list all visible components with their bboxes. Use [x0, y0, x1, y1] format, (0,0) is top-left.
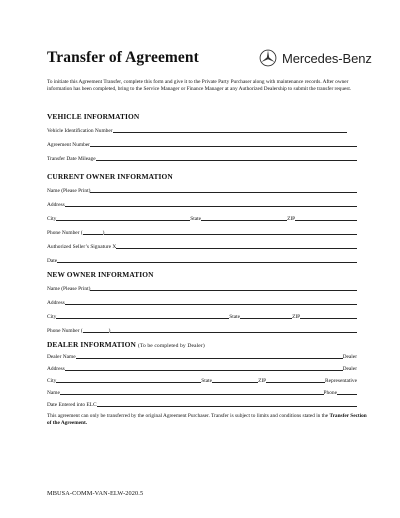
current-owner-state-field[interactable] [201, 216, 287, 221]
agreement-number-label: Agreement Number [47, 142, 90, 148]
mileage-row [47, 154, 357, 162]
intro-paragraph: To initiate this Agreement Transfer, complete this form and give it to the Private Party Purchaser along with maintenance records. After owner information has been completed, bring to the Service Manager or Finance Manager at any Authorized Dealership to submit the transfer request. [47, 79, 352, 92]
closing-text: This agreement can only be transferred by the original Agreement Purchaser. Transfer is subject to limits and conditions stated in the [47, 413, 330, 419]
date-elc-label: Date Entered into ELC [47, 402, 97, 408]
current-owner-address-field[interactable] [65, 202, 357, 207]
current-owner-city-label: City [47, 216, 57, 222]
page-title: Transfer of Agreement [47, 49, 199, 66]
current-owner-state-label: State [190, 216, 202, 222]
current-owner-zip-label: ZIP [287, 216, 296, 222]
new-owner-city-label: City [47, 314, 57, 320]
dealer-rep-name-label: Name [47, 390, 60, 396]
vin-field[interactable] [113, 128, 347, 133]
new-owner-name-row [47, 284, 357, 292]
dealer-zip-field[interactable] [266, 378, 325, 383]
current-owner-phone-field[interactable] [104, 230, 357, 235]
new-owner-area-code-field[interactable] [83, 328, 109, 333]
dealer-name-field[interactable] [76, 354, 343, 359]
dealer-phone-label: Phone [323, 390, 337, 396]
new-owner-state-label: State [229, 314, 241, 320]
new-owner-city-row [47, 312, 357, 320]
new-owner-name-field[interactable] [90, 286, 357, 291]
dealer-city-label: City [47, 378, 57, 384]
mercedes-star-logo-icon [259, 49, 277, 67]
closing-bold-text: Transfer Section of the Agreement. [47, 413, 367, 426]
current-owner-date-label: Date [47, 258, 58, 264]
current-owner-city-row [47, 214, 357, 222]
current-owner-address-row [47, 200, 357, 208]
current-owner-city-field[interactable] [56, 216, 190, 221]
section-heading-new-owner: NEW OWNER INFORMATION [47, 270, 154, 279]
new-owner-name-label: Name (Please Print) [47, 286, 91, 292]
dealer-phone-field[interactable] [337, 390, 357, 395]
dealer-representative-label: Representative [324, 378, 357, 384]
current-owner-address-label: Address [47, 202, 65, 208]
current-owner-phone-row [47, 228, 357, 236]
seller-signature-row [47, 242, 357, 250]
seller-signature-field[interactable] [116, 244, 357, 249]
current-owner-date-field[interactable] [57, 258, 357, 263]
new-owner-zip-label: ZIP [292, 314, 301, 320]
date-elc-row [47, 400, 357, 408]
dealer-name-row [47, 352, 357, 360]
new-owner-phone-field[interactable] [110, 328, 357, 333]
agreement-number-field[interactable] [90, 142, 357, 147]
new-owner-state-field[interactable] [240, 314, 292, 319]
current-owner-name-label: Name (Please Print) [47, 188, 91, 194]
new-owner-zip-field[interactable] [300, 314, 357, 319]
dealer-address-field[interactable] [65, 366, 343, 371]
current-owner-name-field[interactable] [90, 188, 357, 193]
section-heading-vehicle: VEHICLE INFORMATION [47, 112, 140, 121]
dealer-name-suffix: Dealer [342, 354, 357, 360]
vin-row [47, 126, 347, 134]
dealer-state-field[interactable] [212, 378, 258, 383]
date-elc-field[interactable] [97, 402, 357, 407]
dealer-heading-text: DEALER INFORMATION [47, 340, 136, 349]
new-owner-address-label: Address [47, 300, 65, 306]
current-owner-phone-paren: ) [102, 230, 105, 236]
form-code-footer: MBUSA-COMM-VAN-ELW-2020.5 [47, 490, 144, 497]
dealer-address-suffix: Dealer [342, 366, 357, 372]
dealer-rep-name-field[interactable] [60, 390, 324, 395]
closing-paragraph [47, 413, 367, 427]
new-owner-phone-label: Phone Number ( [47, 328, 83, 334]
mileage-field[interactable] [96, 156, 357, 161]
brand-block [259, 49, 372, 67]
vin-label: Vehicle Identification Number [47, 128, 113, 134]
dealer-state-label: State [201, 378, 213, 384]
dealer-address-label: Address [47, 366, 65, 372]
new-owner-address-row [47, 298, 357, 306]
seller-signature-label: Authorized Seller’s Signature X [47, 244, 117, 250]
dealer-name-label: Dealer Name [47, 354, 76, 360]
dealer-rep-name-row [47, 388, 357, 396]
mileage-label: Transfer Date Mileage [47, 156, 96, 162]
current-owner-name-row [47, 186, 357, 194]
dealer-city-field[interactable] [56, 378, 201, 383]
current-owner-date-row [47, 256, 357, 264]
section-heading-current-owner: CURRENT OWNER INFORMATION [47, 172, 173, 181]
section-heading-dealer [47, 340, 205, 349]
new-owner-address-field[interactable] [65, 300, 357, 305]
brand-name: Mercedes-Benz [282, 50, 372, 66]
new-owner-phone-paren: ) [108, 328, 111, 334]
dealer-city-row [47, 376, 357, 384]
dealer-heading-note: (To be completed by Dealer) [137, 343, 205, 349]
dealer-zip-label: ZIP [258, 378, 267, 384]
current-owner-zip-field[interactable] [295, 216, 357, 221]
new-owner-city-field[interactable] [56, 314, 229, 319]
dealer-address-row [47, 364, 357, 372]
new-owner-phone-row [47, 326, 357, 334]
current-owner-area-code-field[interactable] [83, 230, 103, 235]
current-owner-phone-label: Phone Number ( [47, 230, 83, 236]
agreement-number-row [47, 140, 357, 148]
